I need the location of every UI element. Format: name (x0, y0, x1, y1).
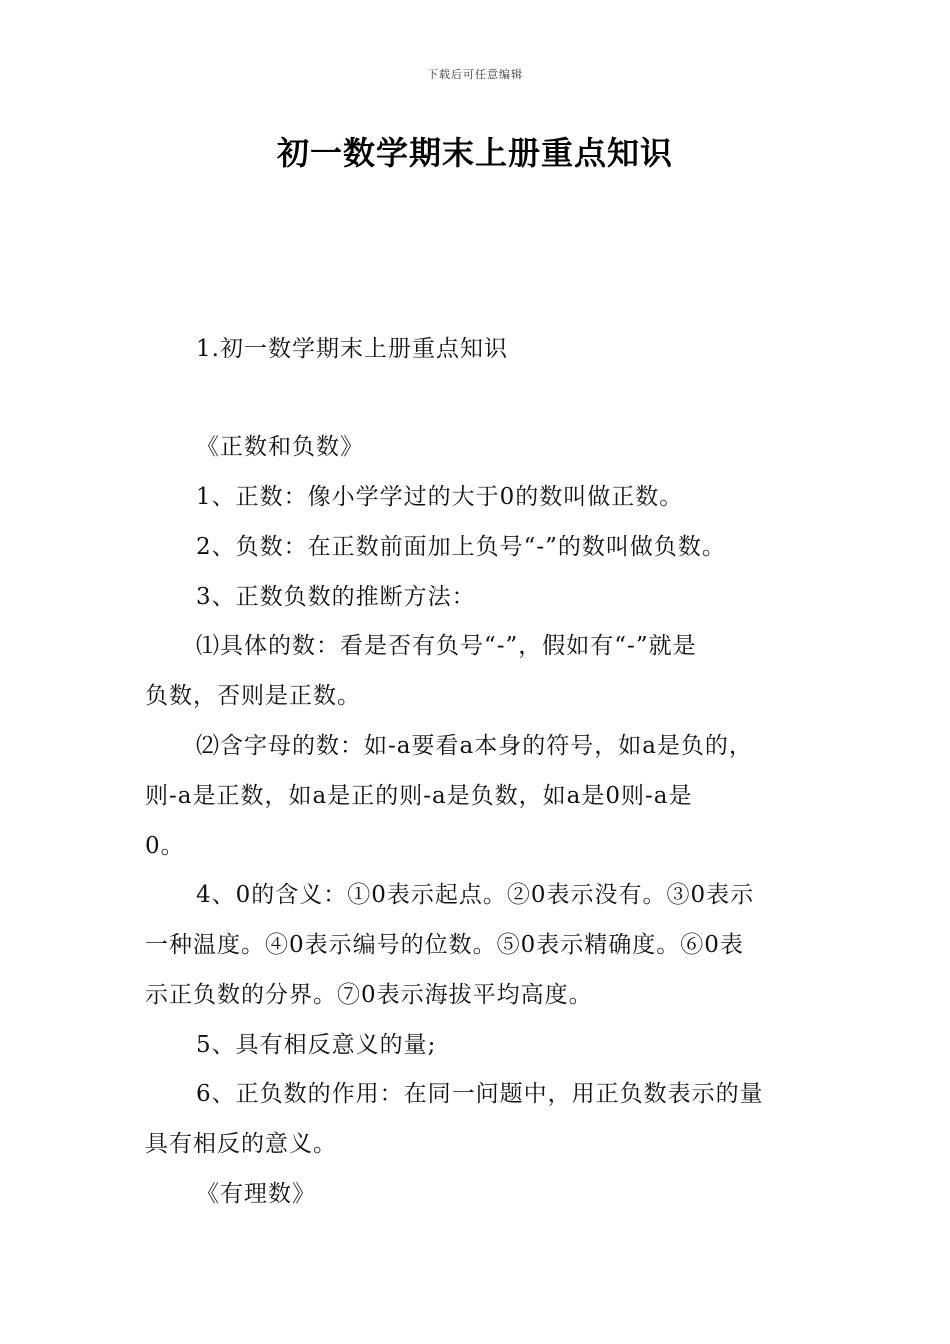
paragraph-line: 负数，否则是正数。 (145, 683, 361, 709)
paragraph-line: 具有相反的意义。 (145, 1131, 337, 1157)
paragraph-line: 4、0的含义：①0表示起点。②0表示没有。③0表示 (196, 882, 755, 908)
paragraph-line: 2、负数：在正数前面加上负号“-”的数叫做负数。 (196, 534, 726, 560)
paragraph-line: 则-a是正数，如a是正的则-a是负数，如a是0则-a是 (145, 783, 693, 809)
header-note: 下载后可任意编辑 (427, 68, 523, 81)
subsection-heading: 《有理数》 (196, 1181, 316, 1207)
paragraph-line: ⑴具体的数：看是否有负号“-”，假如有“-”就是 (196, 633, 697, 659)
paragraph-line: 0。 (145, 833, 185, 859)
document-title: 初一数学期末上册重点知识 (276, 134, 673, 172)
paragraph-line: 3、正数负数的推断方法： (196, 584, 476, 610)
paragraph-line: 示正负数的分界。⑦0表示海拔平均高度。 (145, 982, 593, 1008)
subsection-heading: 《正数和负数》 (196, 434, 364, 460)
paragraph-line: 5、具有相反意义的量; (196, 1032, 437, 1058)
section-heading: 1.初一数学期末上册重点知识 (196, 336, 508, 362)
paragraph-line: 1、正数：像小学学过的大于0的数叫做正数。 (196, 484, 684, 510)
paragraph-line: 6、正负数的作用：在同一问题中，用正负数表示的量 (196, 1081, 764, 1107)
paragraph-line: ⑵含字母的数：如-a要看a本身的符号，如a是负的， (196, 733, 753, 759)
paragraph-line: 一种温度。④0表示编号的位数。⑤0表示精确度。⑥0表 (145, 932, 744, 958)
